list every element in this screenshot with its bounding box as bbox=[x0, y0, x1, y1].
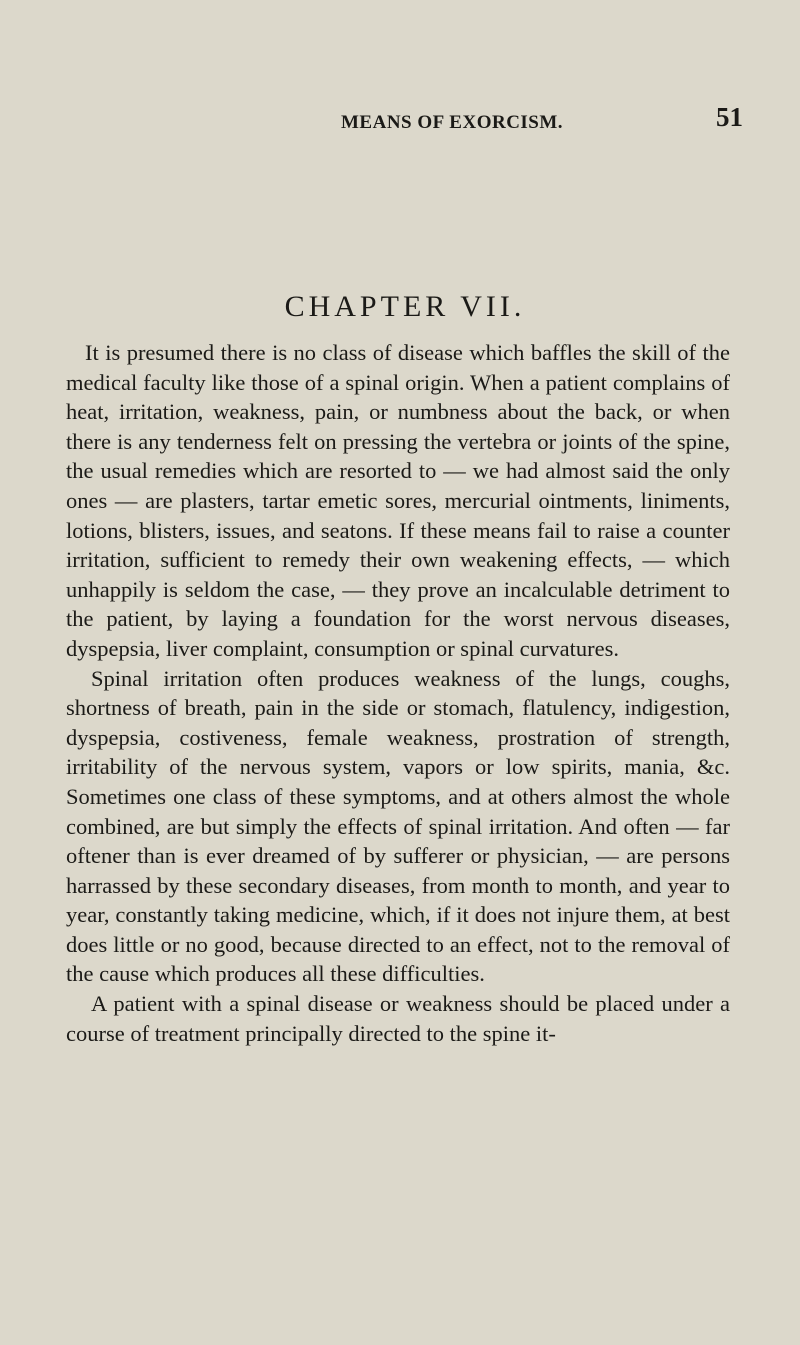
page-number: 51 bbox=[716, 102, 743, 132]
chapter-heading: CHAPTER VII. bbox=[284, 290, 526, 323]
paragraph: Spinal irritation often produces weakness of the lungs, coughs, shortness of breath, pain in the side or stomach, flatulency, indigestion, dyspepsia, costiveness, female weakness, prostration of strength, irritability of the nervous system, vapors or low spirits, mania, &c. Sometimes one class of these symptoms, and at others almost the whole combined, are but simply the effects of spinal irritation. And often — far oftener than is ever dreamed of by sufferer or physician, — are persons harrassed by these secondary diseases, from month to month, and year to year, constantly taking medicine, which, if it does not injure them, at best does little or no good, because directed to an effect, not to the removal of the cause which produces all these difficulties. bbox=[66, 665, 730, 987]
paragraph: A patient with a spinal disease or weakness should be placed under a course of treatment principally directed to the spine it- bbox=[66, 991, 730, 1046]
running-head: MEANS OF EXORCISM. bbox=[341, 112, 564, 133]
body-text bbox=[66, 338, 730, 1048]
paragraph: It is presumed there is no class of disease which baffles the skill of the medical faculty like those of a spinal origin. When a patient complains of heat, irritation, weakness, pain, or numbness about the back, or when there is any tenderness felt on pressing the vertebra or joints of the spine, the usual remedies which are resorted to — we had almost said the only ones — are plasters, tartar emetic sores, mercurial ointments, liniments, lotions, blisters, issues, and seatons. If these means fail to raise a counter irritation, sufficient to remedy their own weakening effects, — which unhappily is seldom the case, — they prove an incalculable detriment to the patient, by laying a foundation for the worst nervous diseases, dyspepsia, liver complaint, consumption or spinal curvatures. bbox=[66, 340, 730, 661]
